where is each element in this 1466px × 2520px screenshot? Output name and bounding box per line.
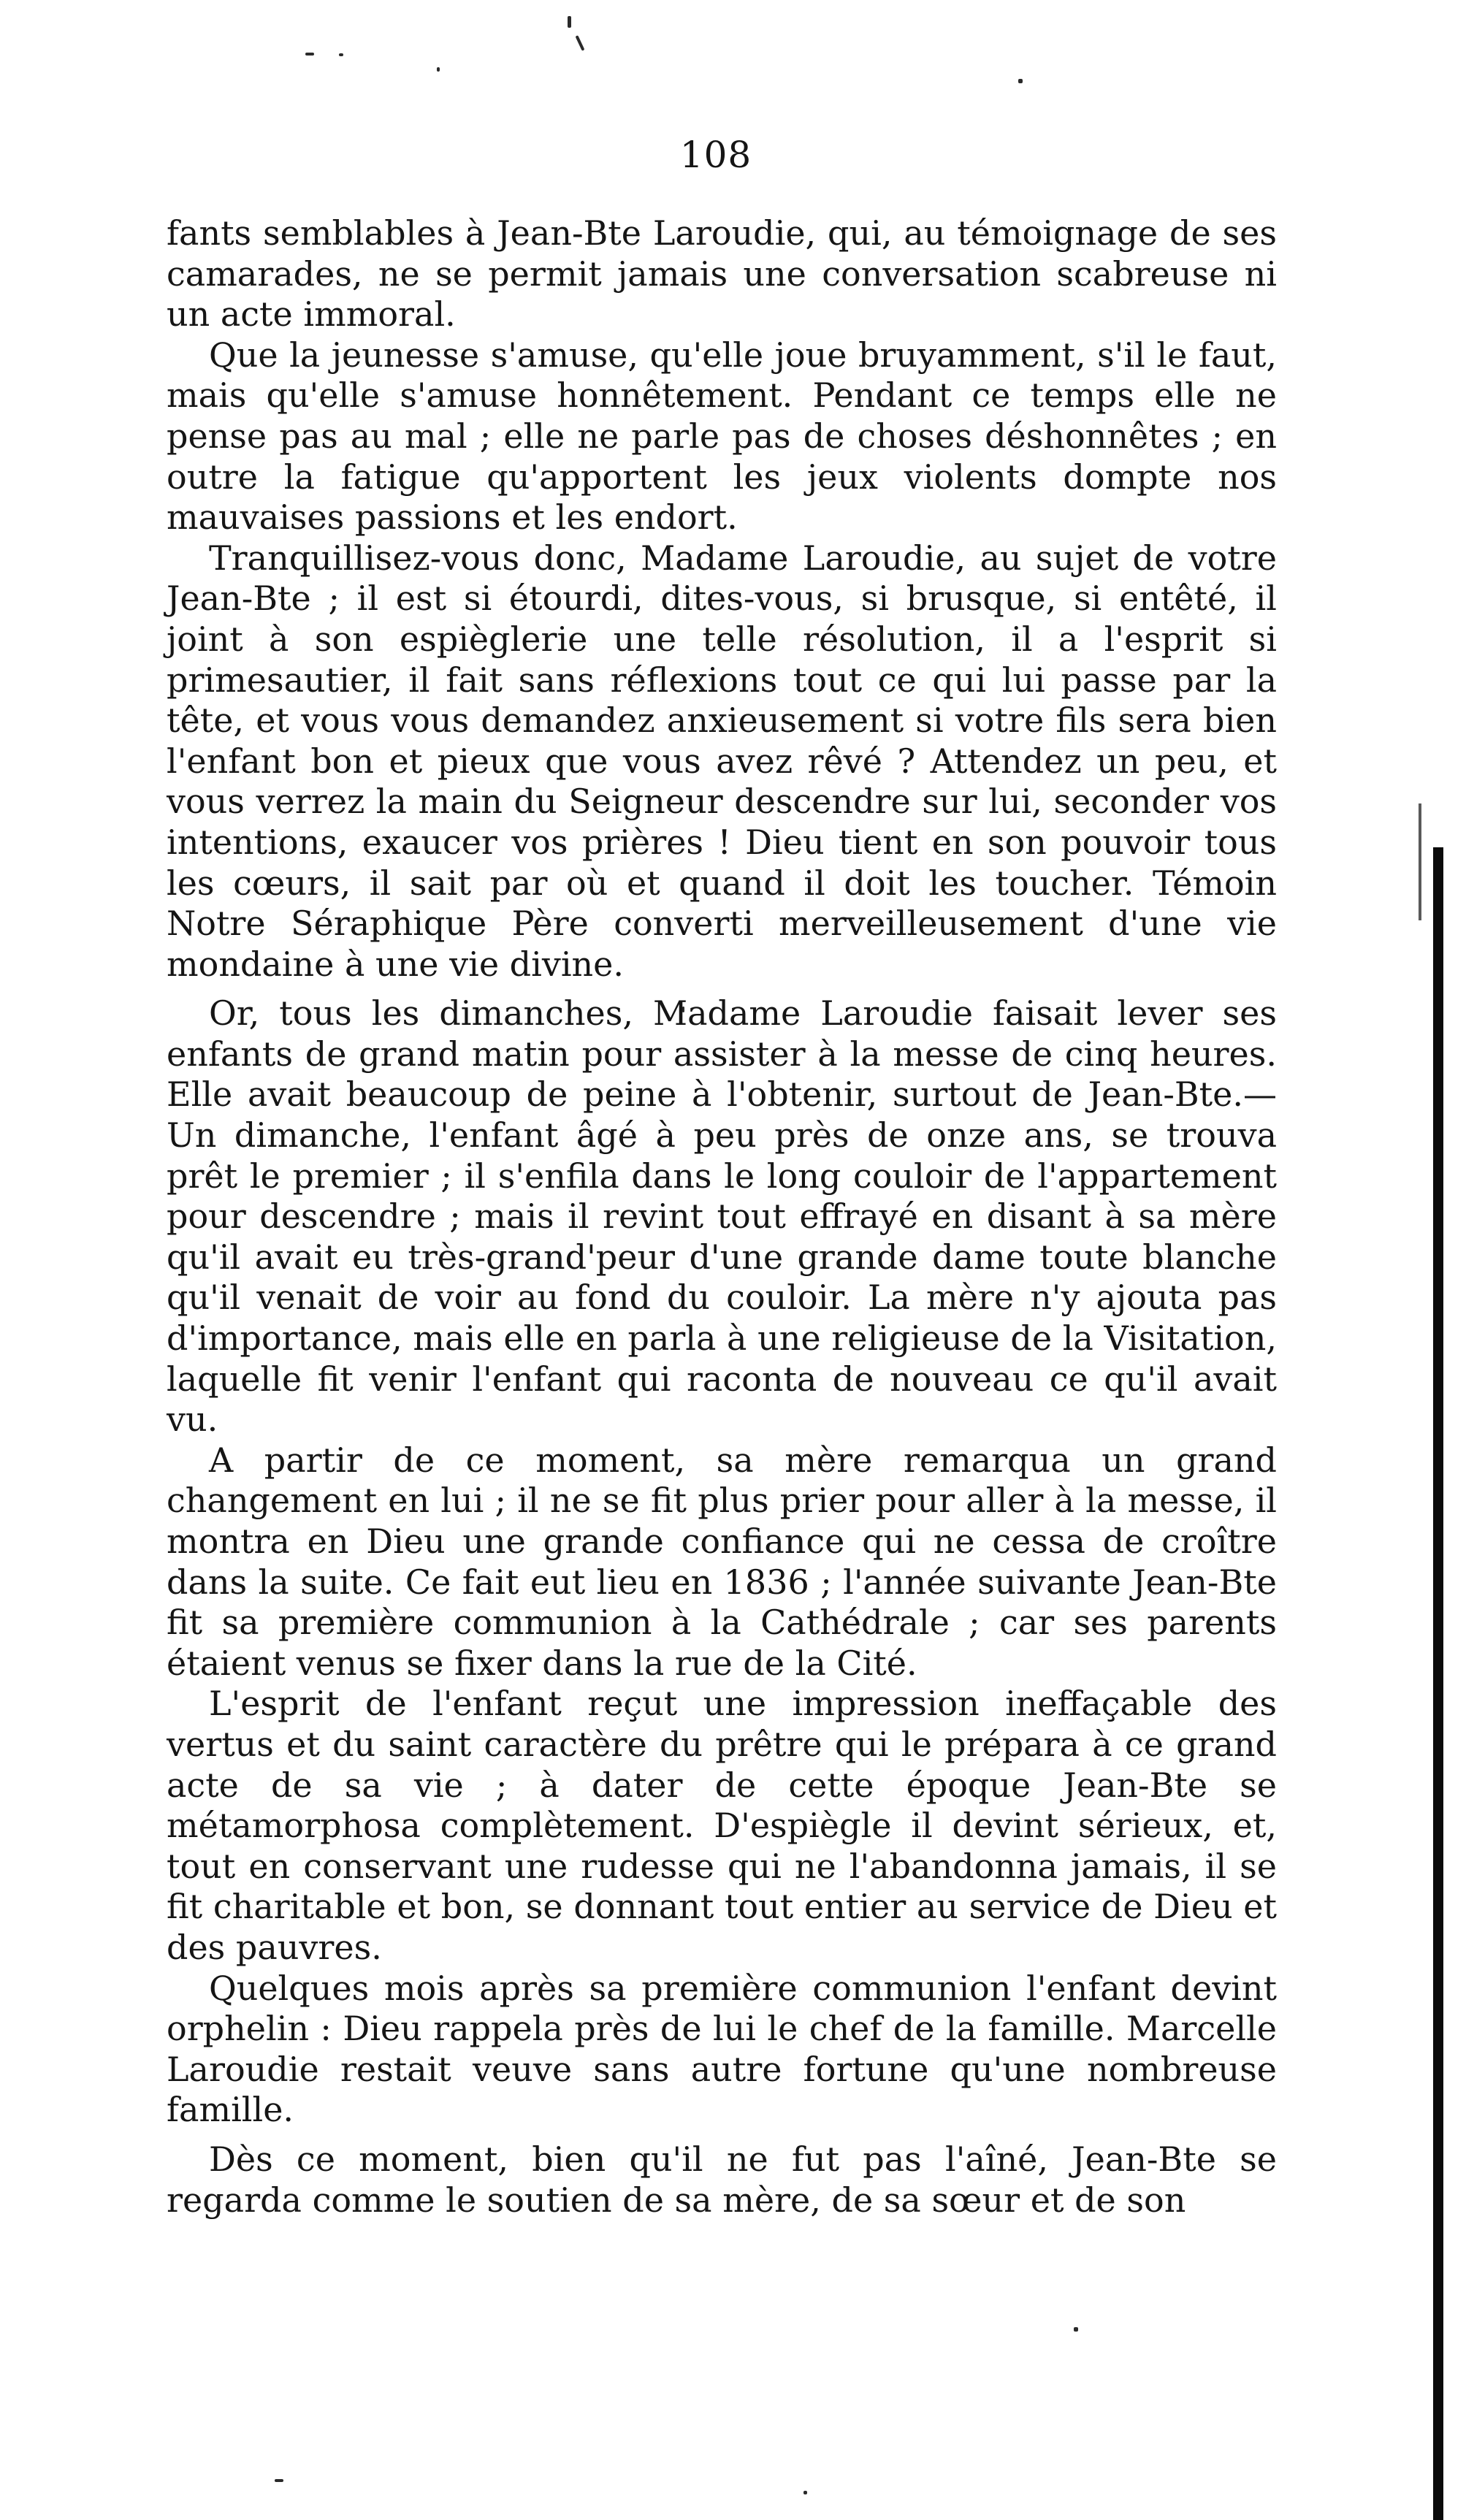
paragraph: Que la jeunesse s'amuse, qu'elle joue bruyamment, s'il le faut, mais qu'elle s'amuse honnêtement. Pendant ce temps elle ne pense pas au mal ; elle ne parle pas de choses déshonnêtes ; en outre la fatigue qu'apportent les jeux violents dompte nos mauvaises passions et les endort. [167,335,1277,538]
paragraph: L'esprit de l'enfant reçut une impression ineffaçable des vertus et du saint caractère du prêtre qui le prépara à ce grand acte de sa vie ; à dater de cette époque Jean-Bte se métamorphosa complètement. D'espiègle il devint sérieux, et, tout en conservant une rudesse qui ne l'abandonna jamais, il se fit charitable et bon, se donnant tout entier au service de Dieu et des pauvres. [167,1684,1277,1967]
scan-speck [275,2479,283,2482]
paragraph: Or, tous les dimanches, Madame Laroudie faisait lever ses enfants de grand matin pour assister à la messe de cinq heures. Elle avait beaucoup de peine à l'obtenir, surtout de Jean-Bte.—Un dimanche, l'enfant âgé à peu près de onze ans, se trouva prêt le premier ; il s'enfila dans le long couloir de l'appartement pour descendre ; mais il revint tout effrayé en disant à sa mère qu'il avait eu très-grand'peur d'une grande dame toute blanche qu'il venait de voir au fond du couloir. La mère n'y ajouta pas d'importance, mais elle en parla à une religieuse de la Visitation, laquelle fit venir l'enfant qui raconta de nouveau ce qu'il avait vu. [167,993,1277,1440]
page-edge-shadow [1419,803,1421,920]
body-text [167,213,1277,2221]
paragraph: A partir de ce moment, sa mère remarqua un grand changement en lui ; il ne se fit plus prier pour aller à la messe, il montra en Dieu une grande confiance qui ne cessa de croître dans la suite. Ce fait eut lieu en 1836 ; l'année suivante Jean-Bte fit sa première communion à la Cathédrale ; car ses parents étaient venus se fixer dans la rue de la Cité. [167,1440,1277,1683]
scan-speck [305,53,314,56]
paragraph: Dès ce moment, bien qu'il ne fut pas l'aîné, Jean-Bte se regarda comme le soutien de sa mère, de sa sœur et de son [167,2139,1277,2220]
scan-speck [568,16,571,28]
paragraph: Tranquillisez-vous donc, Madame Laroudie, au sujet de votre Jean-Bte ; il est si étourdi, dites-vous, si brusque, si entêté, il joint à son espièglerie une telle résolution, il a l'esprit si primesautier, il fait sans réflexions tout ce qui lui passe par la tête, et vous vous demandez anxieusement si votre fils sera bien l'enfant bon et pieux que vous avez rêvé ? Attendez un peu, et vous verrez la main du Seigneur descendre sur lui, seconder vos intentions, exaucer vos prières ! Dieu tient en son pouvoir tous les cœurs, il sait par où et quand il doit les toucher. Témoin Notre Séraphique Père converti merveilleusement d'une vie mondaine à une vie divine. [167,538,1277,984]
paragraph: Quelques mois après sa première communion l'enfant devint orphelin : Dieu rappela près de lui le chef de la famille. Marcelle Laroudie restait veuve sans autre fortune qu'une nombreuse famille. [167,1968,1277,2130]
scan-speck [437,67,440,72]
page-number: 108 [679,134,752,176]
paragraph: fants semblables à Jean-Bte Laroudie, qui, au témoignage de ses camarades, ne se permit jamais une conversation scabreuse ni un acte immoral. [167,213,1277,335]
scan-speck [1074,2327,1078,2332]
scan-speck [339,53,343,56]
scan-speck [1018,79,1023,83]
scan-speck [803,2491,807,2494]
scan-speck [576,35,585,51]
page-edge-shadow [1433,847,1443,2520]
